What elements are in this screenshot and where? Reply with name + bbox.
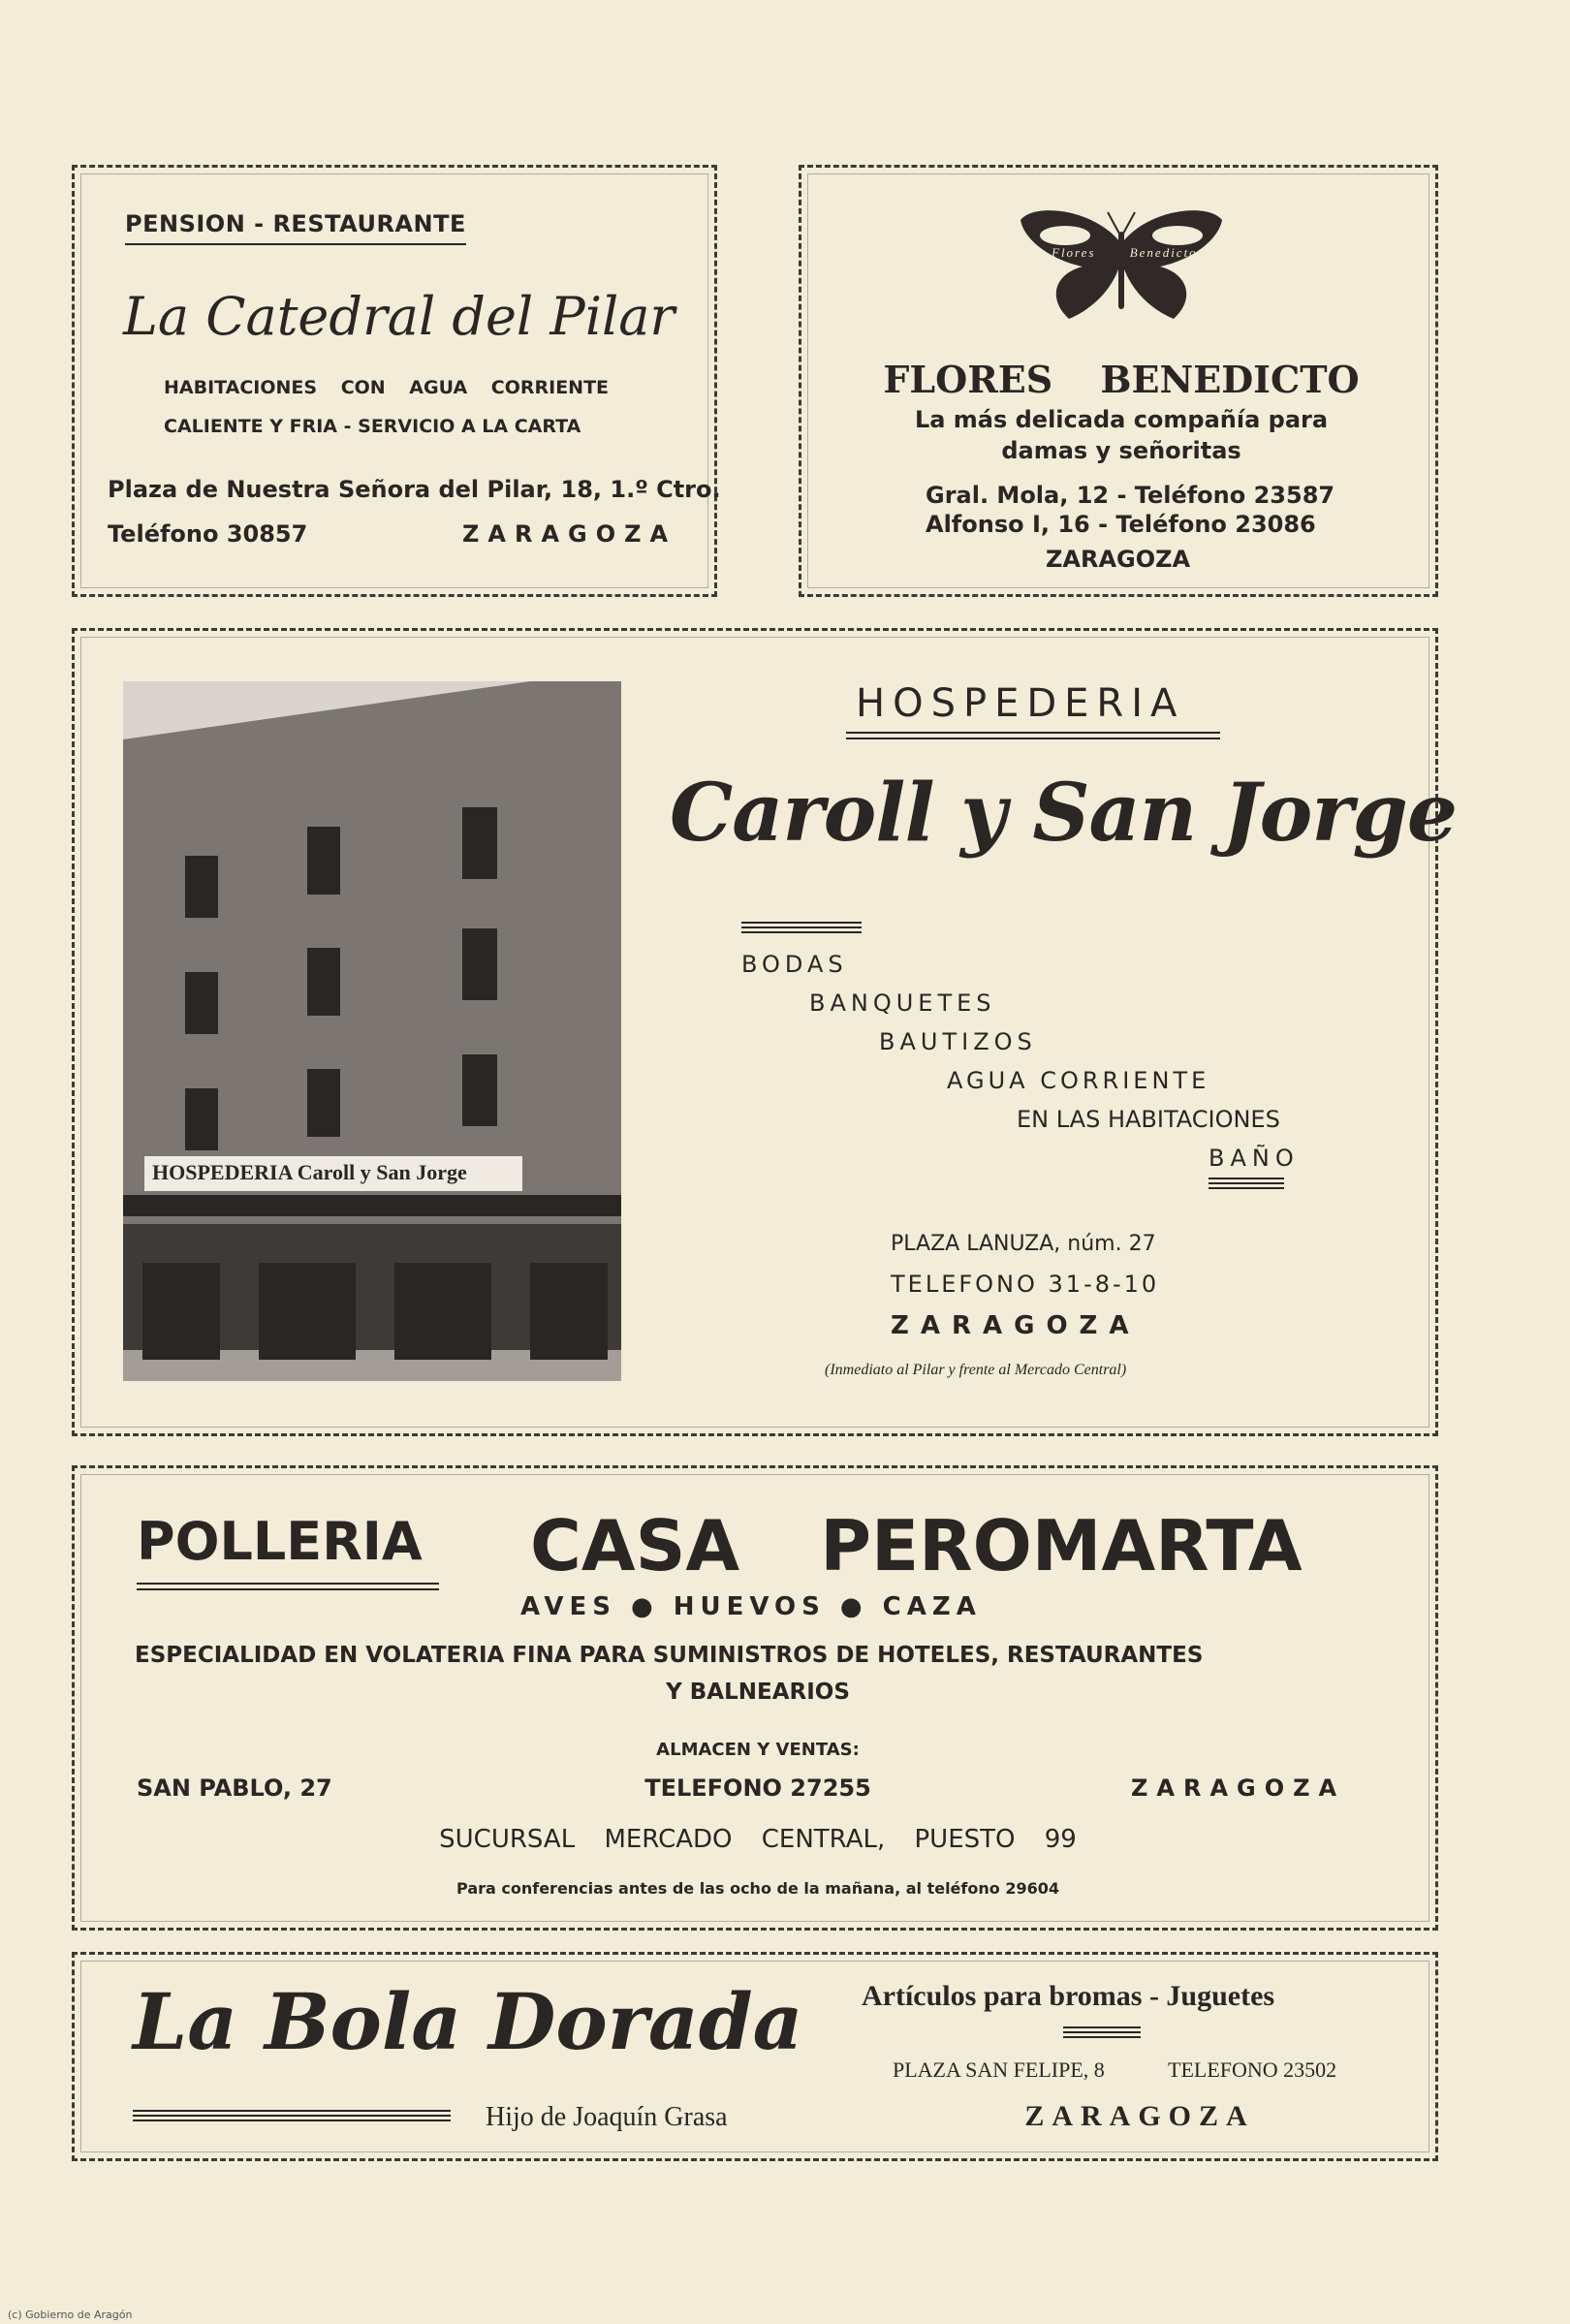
hospederia-address: PLAZA LANUZA, núm. 27 [891,1232,1156,1256]
hospederia-services-rule [741,922,862,935]
peromarta-sales-label: ALMACEN Y VENTAS: [656,1740,860,1760]
ad-catedral-address: Plaza de Nuestra Señora del Pilar, 18, 1.º Ctro. [108,476,721,503]
ad-flores-tagline1: La más delicada compañía para [914,406,1329,433]
hospederia-photo [123,681,621,1381]
peromarta-specialty2: Y BALNEARIOS [666,1680,850,1705]
hospederia-service-agua: AGUA CORRIENTE [947,1067,1210,1094]
ad-flores-city: ZARAGOZA [1046,546,1191,573]
hospederia-phone: TELEFONO 31-8-10 [891,1271,1160,1298]
ad-catedral-line1: HABITACIONES CON AGUA CORRIENTE [164,377,610,398]
peromarta-address: SAN PABLO, 27 [137,1774,332,1802]
hospederia-service-bodas: BODAS [741,951,848,978]
hospederia-service-habitaciones: EN LAS HABITACIONES [1017,1106,1280,1133]
ad-catedral-heading: PENSION - RESTAURANTE [125,210,466,237]
peromarta-products: AVES ● HUEVOS ● CAZA [520,1592,982,1621]
hospederia-name: Caroll y San Jorge [670,767,1458,860]
ad-catedral-heading-underline [125,243,466,245]
hospederia-service-bano: BAÑO [1209,1145,1300,1172]
ad-flores-logo-text: Flores Benedicto [1052,245,1198,260]
bola-city: ZARAGOZA [1024,2100,1255,2132]
ad-hospederia [72,628,1458,1436]
ad-flores-address2: Alfonso I, 16 - Teléfono 23086 [926,511,1316,538]
peromarta-name: CASA PEROMARTA [530,1505,1303,1586]
bola-owner: Hijo de Joaquín Grasa [486,2102,728,2132]
ad-casa-peromarta [72,1465,1438,1931]
hospederia-service-bautizos: BAUTIZOS [879,1028,1037,1055]
hospederia-note: (Inmediato al Pilar y frente al Mercado Central) [825,1362,1127,1378]
ad-flores-benedicto [799,165,1438,597]
butterfly-icon [1015,203,1228,329]
bola-products: Artículos para bromas - Juguetes [862,1980,1275,2012]
ad-catedral-line2: CALIENTE Y FRIA - SERVICIO A LA CARTA [164,416,581,437]
ad-catedral-city: ZARAGOZA [462,520,677,548]
peromarta-note: Para conferencias antes de las ocho de la mañana, al teléfono 29604 [456,1879,1059,1898]
bola-rule-right [1063,2026,1141,2040]
hospederia-city: ZARAGOZA [891,1311,1141,1340]
ad-flores-address1: Gral. Mola, 12 - Teléfono 23587 [926,482,1335,509]
peromarta-label: POLLERIA [137,1511,423,1572]
hospederia-heading-rule [846,732,1220,739]
bola-address: PLAZA SAN FELIPE, 8 [893,2057,1105,2082]
hospederia-heading: HOSPEDERIA [856,681,1185,726]
peromarta-city: ZARAGOZA [1131,1774,1346,1802]
peromarta-specialty1: ESPECIALIDAD EN VOLATERIA FINA PARA SUMINISTROS DE HOTELES, RESTAURANTES [135,1643,1204,1668]
footer-credit: (c) Gobierno de Aragón [8,2308,133,2321]
ad-la-bola-dorada [72,1952,1438,2161]
bola-name: La Bola Dorada [133,1976,803,2067]
hospederia-bano-rule [1209,1178,1284,1191]
peromarta-phone: TELEFONO 27255 [644,1774,871,1802]
hospederia-service-banquetes: BANQUETES [809,989,996,1017]
ad-catedral-phone: Teléfono 30857 [108,520,308,548]
peromarta-branch: SUCURSAL MERCADO CENTRAL, PUESTO 99 [439,1825,1077,1854]
ad-flores-tagline2: damas y señoritas [1001,437,1241,464]
ad-catedral-name: La Catedral del Pilar [123,286,675,347]
bola-rule-left [133,2110,451,2123]
bola-phone: TELEFONO 23502 [1168,2057,1337,2082]
ad-flores-name: FLORES BENEDICTO [883,358,1360,401]
hospederia-photo-sign: HOSPEDERIA Caroll y San Jorge [152,1160,467,1184]
peromarta-label-rule [137,1583,439,1590]
ad-catedral-del-pilar [72,165,721,597]
